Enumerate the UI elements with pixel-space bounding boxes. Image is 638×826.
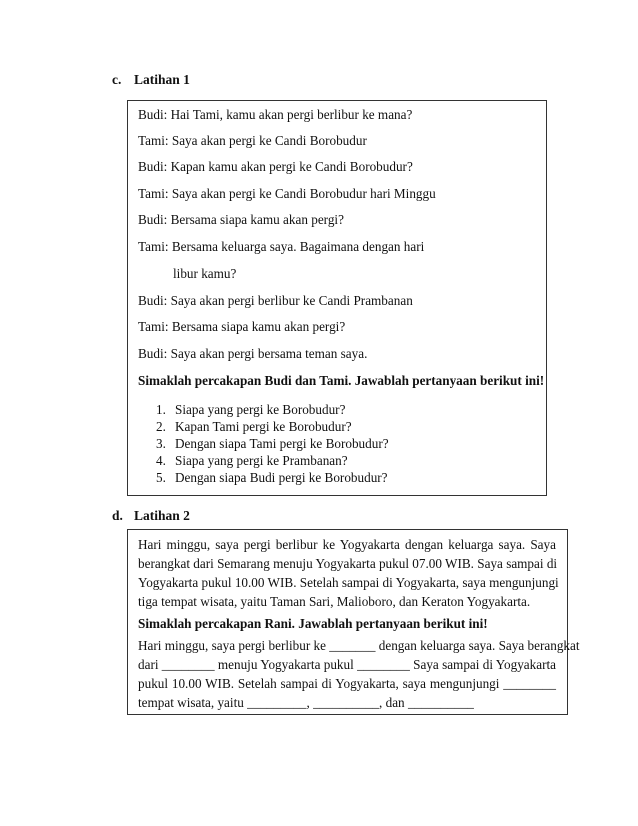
question-item xyxy=(156,402,345,418)
question-text: Siapa yang pergi ke Prambanan? xyxy=(175,453,348,468)
story-line: tiga tempat wisata, yaitu Taman Sari, Malioboro, dan Keraton Yogyakarta. xyxy=(138,594,531,609)
question-number: 1. xyxy=(156,402,166,417)
dialogue-line: Budi: Bersama siapa kamu akan pergi? xyxy=(138,212,344,227)
dialogue-line: Tami: Bersama keluarga saya. Bagaimana dengan hari xyxy=(138,239,425,254)
section-c-label: c. xyxy=(112,72,122,87)
fill-in-line: dari ________ menuju Yogyakarta pukul ________ Saya sampai di Yogyakarta xyxy=(138,657,556,672)
question-item xyxy=(156,453,348,469)
dialogue-line: Tami: Saya akan pergi ke Candi Borobudur xyxy=(138,133,367,148)
dialogue-line-continued: libur kamu? xyxy=(173,266,237,281)
dialogue-line: Budi: Saya akan pergi berlibur ke Candi Prambanan xyxy=(138,293,413,308)
fill-in-line: tempat wisata, yaitu _________, __________, dan __________ xyxy=(138,695,474,710)
dialogue-line: Budi: Kapan kamu akan pergi ke Candi Borobudur? xyxy=(138,159,413,174)
story-line: Yogyakarta pukul 10.00 WIB. Setelah sampai di Yogyakarta, saya mengunjungi xyxy=(138,575,559,590)
question-text: Dengan siapa Budi pergi ke Borobudur? xyxy=(175,470,388,485)
question-number: 3. xyxy=(156,436,166,451)
question-item xyxy=(156,419,352,435)
story-line: berangkat dari Semarang menuju Yogyakarta pukul 07.00 WIB. Saya sampai di xyxy=(138,556,558,571)
question-number: 2. xyxy=(156,419,166,434)
section-c-heading xyxy=(112,72,190,88)
section-c-title: Latihan 1 xyxy=(134,72,190,87)
dialogue-line: Tami: Bersama siapa kamu akan pergi? xyxy=(138,319,346,334)
dialogue-line: Budi: Hai Tami, kamu akan pergi berlibur ke mana? xyxy=(138,107,413,122)
dialogue-line: Tami: Saya akan pergi ke Candi Borobudur hari Minggu xyxy=(138,186,436,201)
question-item xyxy=(156,470,388,486)
fill-in-line: Hari minggu, saya pergi berlibur ke _______ dengan keluarga saya. Saya berangkat xyxy=(138,638,580,653)
latihan-1-instruction: Simaklah percakapan Budi dan Tami. Jawablah pertanyaan berikut ini! xyxy=(138,373,545,388)
question-text: Siapa yang pergi ke Borobudur? xyxy=(175,402,346,417)
story-line: Hari minggu, saya pergi berlibur ke Yogyakarta dengan keluarga saya. Saya xyxy=(138,537,556,552)
question-text: Dengan siapa Tami pergi ke Borobudur? xyxy=(175,436,389,451)
fill-in-line: pukul 10.00 WIB. Setelah sampai di Yogyakarta, saya mengunjungi ________ xyxy=(138,676,556,691)
fill-in-paragraph xyxy=(138,636,580,712)
question-number: 4. xyxy=(156,453,166,468)
latihan-1-content xyxy=(138,101,545,495)
section-d-heading xyxy=(112,508,190,524)
question-text: Kapan Tami pergi ke Borobudur? xyxy=(175,419,352,434)
question-item xyxy=(156,436,389,452)
section-d-label: d. xyxy=(112,508,123,523)
latihan-2-box xyxy=(127,529,580,715)
question-number: 5. xyxy=(156,470,166,485)
latihan-2-instruction: Simaklah percakapan Rani. Jawablah pertanyaan berikut ini! xyxy=(138,616,488,631)
latihan-1-box xyxy=(127,100,547,496)
section-d-title: Latihan 2 xyxy=(134,508,190,523)
dialogue-line: Budi: Saya akan pergi bersama teman saya. xyxy=(138,346,368,361)
story-paragraph xyxy=(138,535,559,611)
